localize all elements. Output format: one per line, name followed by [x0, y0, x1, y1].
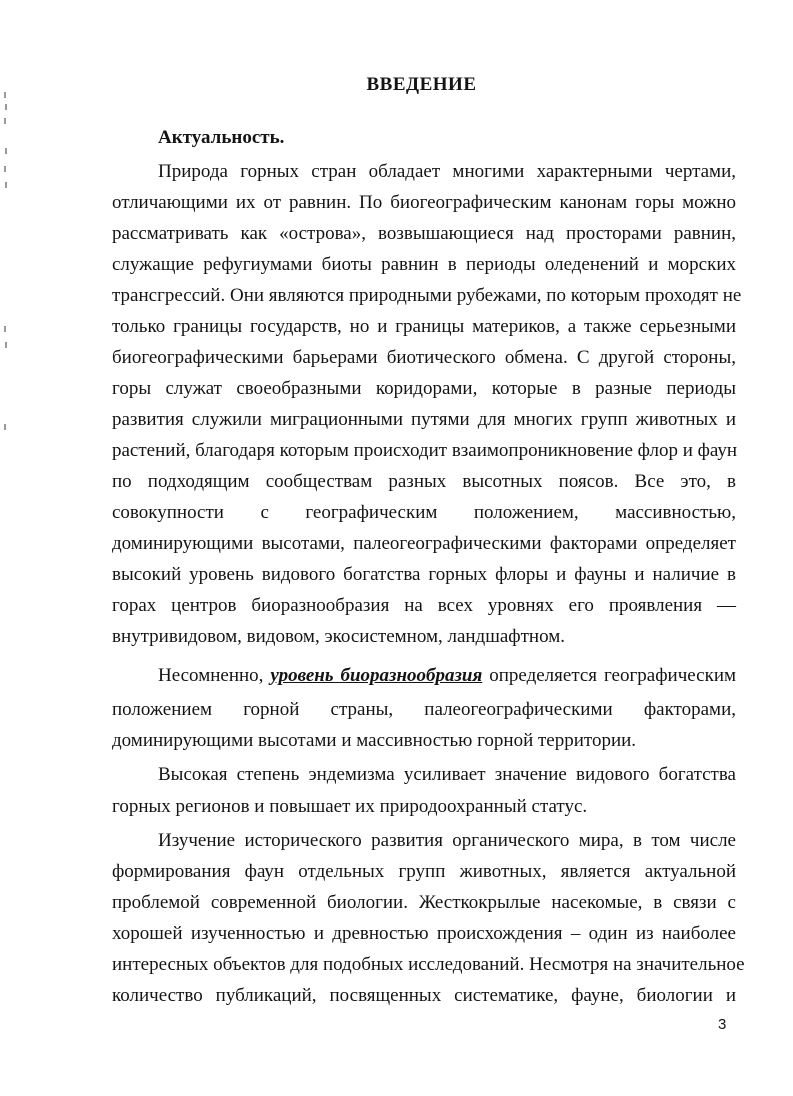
text-line: хорошей изученностью и древностью происхождения – один из наиболее: [112, 923, 736, 944]
p2-start: Несомненно,: [158, 665, 264, 686]
scan-speck: [4, 166, 6, 172]
scan-speck: [5, 342, 7, 348]
scan-margin-marks: [0, 0, 12, 1096]
text-line: совокупности с географическим положением, массивностью,: [112, 502, 736, 523]
page-number: 3: [718, 1016, 727, 1033]
text-line: Изучение исторического развития органического мира, в том числе: [158, 830, 736, 851]
text-line: формирования фаун отдельных групп животных, является актуальной: [112, 861, 736, 882]
text-line: развития служили миграционными путями для многих групп животных и: [112, 409, 736, 430]
text-line: положением горной страны, палеогеографическими факторами,: [112, 699, 736, 720]
text-line: рассматривать как «острова», возвышающиеся над просторами равнин,: [112, 223, 736, 244]
text-line: проблемой современной биологии. Жесткокрылые насекомые, в связи с: [112, 892, 736, 913]
text-line: горах центров биоразнообразия на всех уровнях его проявления —: [112, 595, 736, 616]
scan-speck: [5, 104, 7, 110]
text-line: отличающими их от равнин. По биогеографическим канонам горы можно: [112, 192, 736, 213]
text-line: доминирующими высотами и массивностью горной территории.: [112, 730, 637, 751]
text-line: доминирующими высотами, палеогеографическими факторами определяет: [112, 533, 736, 554]
text-line: по подходящим сообществам разных высотных поясов. Все это, в: [112, 471, 736, 492]
text-line: трансгрессий. Они являются природными рубежами, по которым проходят не: [112, 285, 742, 306]
text-line: Высокая степень эндемизма усиливает значение видового богатства: [158, 764, 736, 785]
text-line: служащие рефугиумами биоты равнин в периоды оледенений и морских: [112, 254, 736, 275]
text-line: высокий уровень видового богатства горных флоры и фауны и наличие в: [112, 564, 736, 585]
text-line: растений, благодаря которым происходит взаимопроникновение флор и фаун: [112, 440, 738, 461]
text-line: только границы государств, но и границы материков, а также серьезными: [112, 316, 736, 337]
scan-speck: [4, 424, 6, 430]
scan-speck: [5, 148, 7, 154]
text-line: Природа горных стран обладает многими характерными чертами,: [158, 161, 736, 182]
subheading: Актуальность.: [158, 127, 285, 148]
text-line: биогеографическими барьерами биотического обмена. С другой стороны,: [112, 347, 736, 368]
scan-speck: [5, 182, 7, 188]
paragraph-2-first-line: [158, 664, 736, 688]
p2-rest: определяется географическим: [489, 665, 737, 686]
text-line: количество публикаций, посвященных систематике, фауне, биологии и: [112, 985, 736, 1006]
text-line: внутривидовом, видовом, экосистемном, ландшафтном.: [112, 626, 565, 647]
scan-speck: [4, 118, 6, 124]
scan-speck: [4, 326, 6, 332]
page-title: ВВЕДЕНИЕ: [366, 74, 477, 95]
text-line: горных регионов и повышает их природоохранный статус.: [112, 796, 588, 817]
emphasis-term: уровень биоразнообразия: [270, 665, 483, 686]
text-line: горы служат своеобразными коридорами, которые в разные периоды: [112, 378, 736, 399]
text-line: интересных объектов для подобных исследований. Несмотря на значительное: [112, 954, 745, 975]
